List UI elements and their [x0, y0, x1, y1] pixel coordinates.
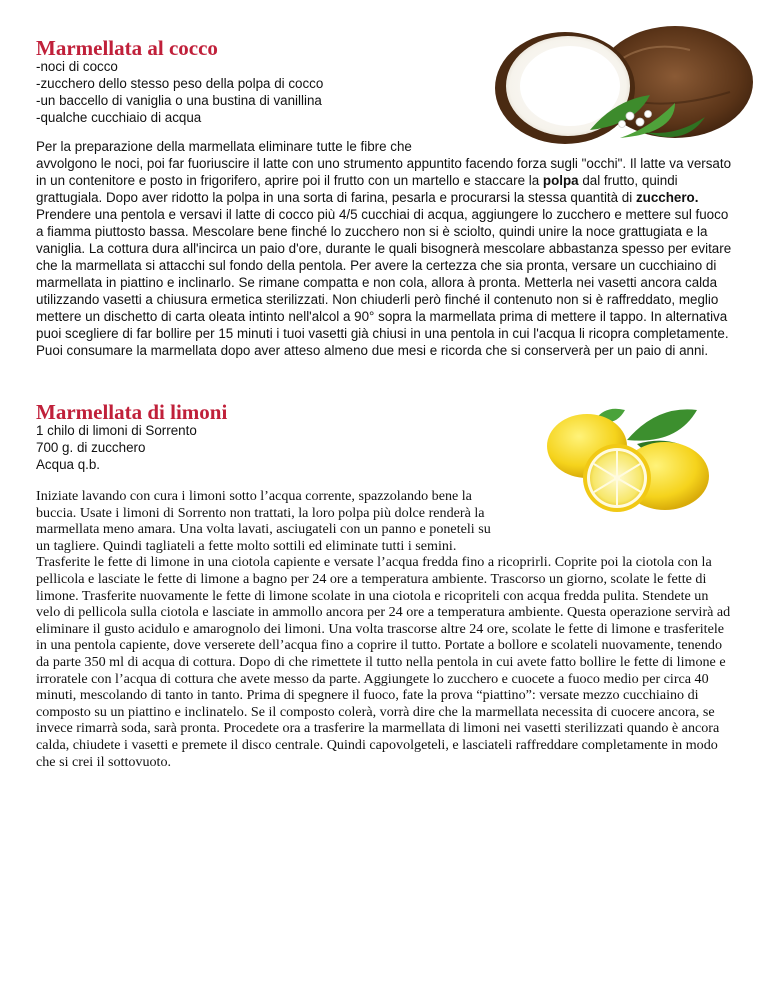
coconut-image	[470, 20, 760, 150]
ingredient-item: -un baccello di vaniglia o una bustina di vanillina	[36, 93, 322, 108]
cocco-instructions	[36, 138, 736, 359]
ingredient-item: -qualche cucchiaio di acqua	[36, 110, 202, 125]
cocco-line: in un contenitore e posto in frigorifero, aprire poi il frutto con un martello e staccare la polpa dal frutto, quindi	[36, 173, 678, 188]
limoni-line: Iniziate lavando con cura i limoni sotto l’acqua corrente, spazzolando bene la	[36, 488, 472, 504]
cocco-ingredients	[36, 58, 323, 126]
ingredient-item: -noci di cocco	[36, 59, 118, 74]
ingredient-item: 1 chilo di limoni di Sorrento	[36, 423, 197, 438]
emphasis-polpa: polpa	[542, 173, 579, 188]
limoni-title: Marmellata di limoni	[36, 400, 228, 424]
ingredient-item: -zucchero dello stesso peso della polpa di cocco	[36, 76, 324, 91]
cocco-line: grattugiala. Dopo aver ridotto la polpa in una sorta di farina, pesarla e procurarsi la stessa quantità di zucchero.	[36, 190, 699, 205]
ingredient-item: 700 g. di zucchero	[36, 440, 146, 455]
limoni-line: un tagliere. Quindi tagliateli a fette molto sottili ed eliminate tutti i semini.	[36, 537, 457, 554]
limoni-ingredients	[36, 422, 197, 473]
ingredient-item: Acqua q.b.	[36, 457, 101, 472]
cocco-title: Marmellata al cocco	[36, 36, 218, 60]
cocco-paragraph: Prendere una pentola e versavi il latte di cocco più 4/5 cucchiai di acqua, aggiungere lo zucchero e mettere sul fuoco a fiamma piuttosto bassa. Mescolare bene finché lo zucchero non si è sciolto, quindi unire la noce grattugiata e la vaniglia. La cottura dura all'incirca un paio d'ore, durante le quali bisognerà mescolare abbastanza spesso per evitare che la marmellata si attacchi sul fondo della pentola. Per avere la certezza che sia pronta, versare un cucchiaino di marmellata in piattino e inclinarlo. Se rimane compatta e non cola, allora à pronta. Metterla nei vasetti ancora calda utilizzando vasetti a chiusura ermetica sterilizzati. Non chiuderli però finché il contenuto non si è raffreddato, meglio mettere un dischetto di carta oleata intinto nell'alcol a 90° sopra la marmellata prima di mettere il tappo. In alternativa puoi scegliere di far bollire per 15 minuti i tuoi vasetti già chiusi in una pentola in cui l'acqua li ricopra completamente. Puoi consumare la marmellata dopo aver atteso almeno due mesi e ricorda che si conserverà per un paio di anni.	[36, 207, 732, 358]
limoni-paragraph: Trasferite le fette di limone in una ciotola capiente e versate l’acqua fredda fino a ricoprirli. Coprite poi la ciotola con la pellicola e lasciate le fette di limone a bagno per 24 ore a temperatura ambiente. Trascorso un giorno, scolate le fette di limone. Trasferite nuovamente le fette di limone scolate in una ciotola e ricopriteli con acqua fredda pulita. Stendete un velo di pellicola sulla ciotola e lasciate in ammollo ancora per 24 ore a temperatura ambiente. Questa operazione servirà ad eliminare il gusto acidulo e amarognolo dei limoni. Una volta trascorse altre 24 ore, scolate le fette di limone e trasferitele in una pentola capiente, dove verserete dell’acqua fino a coprire il tutto. Portate a bollore e scolateli nuovamente, tenendo da parte 350 ml di acqua di cottura. Dopo di che rimettete il tutto nella pentola in cui avete fatto bollire le fette di limone e irroratele con l’acqua di cottura che avete messo da parte. Aggiungete lo zucchero e cuocete a fuoco medio per circa 40 minuti, mescolando di tanto in tanto. Prima di spegnere il fuoco, fate la prova “piattino”: versate mezzo cucchiaino di composto su un piattino e inclinatelo. Se il composto colerà, vorrà dire che la marmellata necessita di cuocere ancora, se invece rimarrà soda, sarà pronta. Procedete ora a trasferire la marmellata di limoni nei vasetti sterilizzati quando è ancora calda, chiudete i vasetti e premete il disco centrale. Quindi capovolgeteli, e lasciateli raffreddare completamente in modo che si crei il sottovuoto.	[36, 554, 731, 770]
limoni-line: marmellata meno amara. Una volta lavati, asciugateli con un panno e poneteli su	[36, 521, 491, 538]
cocco-line: Per la preparazione della marmellata eliminare tutte le fibre che	[36, 139, 412, 154]
cocco-line: avvolgono le noci, poi far fuoriuscire il latte con uno strumento appuntito facendo forza sugli "occhi". Il latte va versato	[36, 156, 732, 171]
limoni-line: buccia. Usate i limoni di Sorrento non trattati, la loro polpa più dolce renderà la	[36, 504, 485, 521]
limoni-instructions	[36, 488, 736, 770]
emphasis-zucchero: zucchero.	[635, 190, 699, 205]
